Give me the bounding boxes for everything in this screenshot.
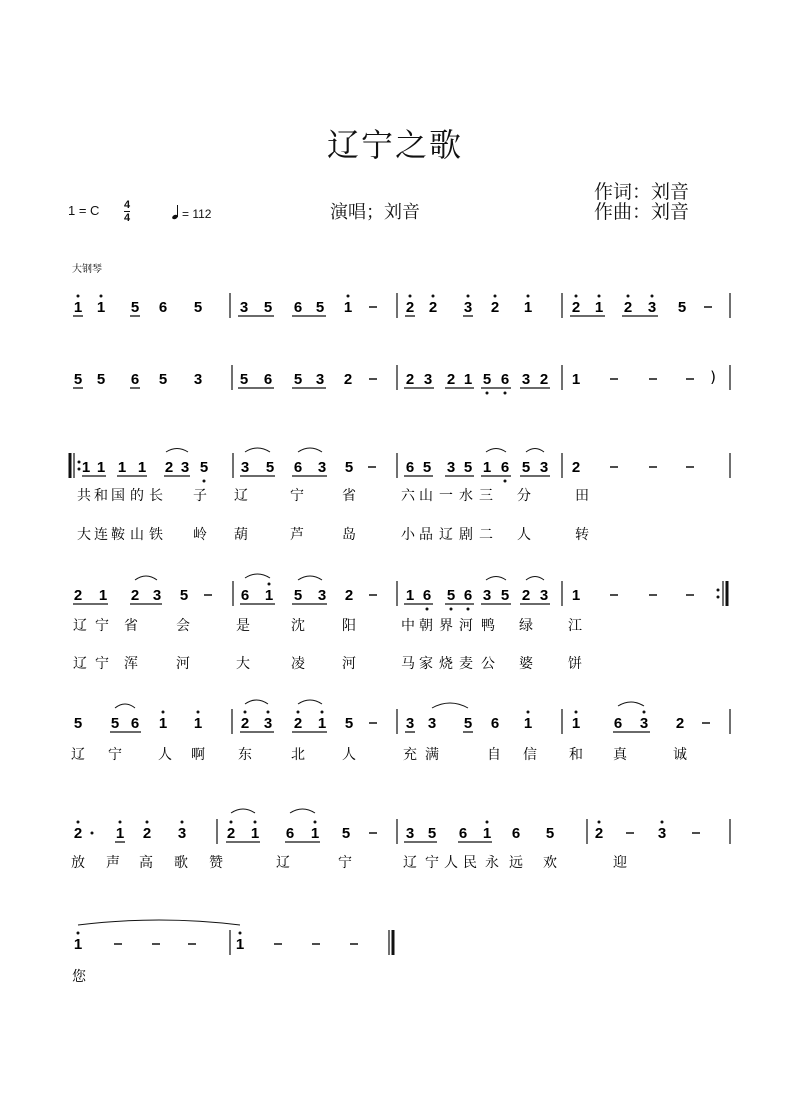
lyric-syllable: 啊 bbox=[191, 747, 205, 763]
note: 2 bbox=[594, 825, 604, 842]
lyric-syllable: 朝 bbox=[419, 618, 433, 634]
note: 1 bbox=[482, 459, 492, 476]
lyric-syllable: 婆 bbox=[519, 656, 533, 672]
lyric-syllable: 省 bbox=[124, 618, 138, 634]
note: 5 bbox=[427, 825, 437, 842]
note: 1 bbox=[571, 715, 581, 732]
lyric-syllable: 河 bbox=[342, 656, 356, 672]
lyric-syllable: 阳 bbox=[342, 618, 356, 634]
lyric-syllable: 辽 bbox=[439, 527, 453, 543]
lyric-syllable: 真 bbox=[613, 747, 627, 763]
note: 1 bbox=[96, 459, 106, 476]
lyric-syllable: 永 bbox=[485, 855, 499, 871]
lyric-syllable: 人 bbox=[517, 527, 531, 543]
lyric-syllable: 赞 bbox=[209, 855, 223, 871]
note: 1 bbox=[343, 299, 353, 316]
note: 2 bbox=[343, 371, 353, 388]
note: 3 bbox=[539, 587, 549, 604]
lyric-syllable: 芦 bbox=[290, 527, 304, 543]
note: 1 bbox=[482, 825, 492, 842]
note: 2 bbox=[73, 825, 83, 842]
note: 3 bbox=[263, 715, 273, 732]
lyric-syllable: 信 bbox=[523, 747, 537, 763]
note: 5 bbox=[96, 371, 106, 388]
lyric-syllable: 马 bbox=[401, 656, 415, 672]
note: 2 bbox=[405, 371, 415, 388]
instrument-label: 大钢琴 bbox=[72, 264, 102, 275]
lyric-syllable: 宁 bbox=[338, 855, 352, 871]
lyric-syllable: 辽 bbox=[403, 855, 417, 871]
note: 2 bbox=[539, 371, 549, 388]
note: 1 bbox=[115, 825, 125, 842]
lyric-syllable: 品 bbox=[419, 527, 433, 543]
note: 6 bbox=[422, 587, 432, 604]
note: 5 bbox=[265, 459, 275, 476]
note: 5 bbox=[463, 715, 473, 732]
lyric-syllable: 江 bbox=[568, 618, 582, 634]
note: 1 bbox=[523, 715, 533, 732]
tempo-mark: = 112 bbox=[172, 205, 211, 221]
note: 6 bbox=[500, 459, 510, 476]
note: 3 bbox=[427, 715, 437, 732]
note: 5 bbox=[545, 825, 555, 842]
lyric-syllable: 民 bbox=[463, 855, 477, 871]
note: 3 bbox=[423, 371, 433, 388]
lyric-syllable: 小 bbox=[401, 527, 415, 543]
note: 1 bbox=[96, 299, 106, 316]
lyric-syllable: 的 bbox=[130, 488, 144, 504]
lyric-syllable: 一 bbox=[439, 488, 453, 504]
note: 5 bbox=[315, 299, 325, 316]
singer-credit: 演唱；刘音 bbox=[330, 202, 420, 223]
note: 1 bbox=[158, 715, 168, 732]
note: 1 bbox=[571, 371, 581, 388]
lyric-syllable: 连 bbox=[94, 527, 108, 543]
lyric-syllable: 您 bbox=[72, 969, 86, 985]
note: 2 bbox=[490, 299, 500, 316]
note: 5 bbox=[73, 371, 83, 388]
note: 2 bbox=[226, 825, 236, 842]
lyric-syllable: 远 bbox=[509, 855, 523, 871]
note: 2 bbox=[240, 715, 250, 732]
note: 5 bbox=[463, 459, 473, 476]
note: 2 bbox=[73, 587, 83, 604]
lyric-syllable: 人 bbox=[158, 747, 172, 763]
lyric-syllable: 界 bbox=[439, 618, 453, 634]
lyrics bbox=[71, 487, 687, 985]
lyric-syllable: 宁 bbox=[95, 656, 109, 672]
lyric-syllable: 充 bbox=[403, 747, 417, 763]
lyric-syllable: 和 bbox=[569, 747, 583, 763]
note: 5 bbox=[179, 587, 189, 604]
lyric-syllable: 共 bbox=[77, 488, 91, 504]
note: 3 bbox=[639, 715, 649, 732]
note: 1 bbox=[317, 715, 327, 732]
lyric-syllable: 省 bbox=[342, 488, 356, 504]
lyric-syllable: 宁 bbox=[290, 488, 304, 504]
note: 2 bbox=[428, 299, 438, 316]
lyric-syllable: 高 bbox=[139, 855, 153, 871]
lyric-syllable: 人 bbox=[444, 855, 458, 871]
note: 3 bbox=[405, 715, 415, 732]
lyric-syllable: 宁 bbox=[425, 855, 439, 871]
lyric-syllable: 辽 bbox=[73, 618, 87, 634]
lyric-syllable: 岭 bbox=[193, 527, 207, 543]
note: 2 bbox=[344, 587, 354, 604]
note: 3 bbox=[657, 825, 667, 842]
composer-credit: 作曲：刘音 bbox=[594, 201, 690, 223]
lyric-syllable: 烧 bbox=[439, 656, 453, 672]
note: 2 bbox=[446, 371, 456, 388]
note: 5 bbox=[341, 825, 351, 842]
note: 5 bbox=[73, 715, 83, 732]
lyric-syllable: 国 bbox=[111, 488, 125, 504]
note: 3 bbox=[482, 587, 492, 604]
note: 2 bbox=[164, 459, 174, 476]
lyric-syllable: 放 bbox=[71, 855, 85, 871]
note: 6 bbox=[240, 587, 250, 604]
note: 3 bbox=[152, 587, 162, 604]
lyric-syllable: 浑 bbox=[124, 656, 138, 672]
note: 1 bbox=[523, 299, 533, 316]
lyric-syllable: 分 bbox=[517, 488, 531, 504]
note: 6 bbox=[511, 825, 521, 842]
note: 3 bbox=[317, 587, 327, 604]
lyric-syllable: 中 bbox=[401, 618, 415, 634]
note: 2 bbox=[293, 715, 303, 732]
note: 3 bbox=[521, 371, 531, 388]
lyric-syllable: 北 bbox=[291, 747, 305, 763]
note: 6 bbox=[613, 715, 623, 732]
lyric-syllable: 凌 bbox=[291, 656, 305, 672]
lyric-syllable: 辽 bbox=[73, 656, 87, 672]
note: 6 bbox=[130, 371, 140, 388]
note: 1 bbox=[117, 459, 127, 476]
note: 6 bbox=[500, 371, 510, 388]
note: 5 bbox=[521, 459, 531, 476]
lyric-syllable: 子 bbox=[193, 488, 207, 504]
note: 6 bbox=[158, 299, 168, 316]
note: 1 bbox=[193, 715, 203, 732]
lyric-syllable: 自 bbox=[487, 747, 501, 763]
note: 2 bbox=[571, 459, 581, 476]
lyric-syllable: 岛 bbox=[342, 527, 356, 543]
lyric-syllable: 铁 bbox=[149, 527, 163, 543]
note: 5 bbox=[677, 299, 687, 316]
key-signature: 1 = C bbox=[68, 203, 100, 218]
note: 6 bbox=[293, 459, 303, 476]
lyric-syllable: 和 bbox=[94, 488, 108, 504]
notation bbox=[70, 293, 730, 955]
note: 6 bbox=[293, 299, 303, 316]
note: 3 bbox=[317, 459, 327, 476]
note: 5 bbox=[293, 371, 303, 388]
lyric-syllable: 大 bbox=[236, 656, 250, 672]
note: 6 bbox=[263, 371, 273, 388]
note: 1 bbox=[98, 587, 108, 604]
note: 1 bbox=[571, 587, 581, 604]
note: 3 bbox=[647, 299, 657, 316]
note: 5 bbox=[293, 587, 303, 604]
note: 6 bbox=[490, 715, 500, 732]
lyric-syllable: 大 bbox=[77, 527, 91, 543]
note: 2 bbox=[130, 587, 140, 604]
lyric-syllable: 山 bbox=[419, 488, 433, 504]
lyric-syllable: 辽 bbox=[71, 747, 85, 763]
lyric-syllable: 沈 bbox=[291, 618, 305, 634]
note: 5 bbox=[500, 587, 510, 604]
time-signature: 4 4 bbox=[124, 199, 131, 224]
lyric-syllable: 欢 bbox=[543, 855, 557, 871]
lyric-syllable: 山 bbox=[130, 527, 144, 543]
song-title: 辽宁之歌 bbox=[326, 126, 463, 164]
lyric-syllable: 诚 bbox=[673, 747, 687, 763]
lyric-syllable: 辽 bbox=[234, 488, 248, 504]
lyric-syllable: 三 bbox=[479, 488, 493, 504]
lyric-syllable: 转 bbox=[575, 527, 589, 543]
note: 3 bbox=[240, 459, 250, 476]
note: 5 bbox=[130, 299, 140, 316]
lyric-syllable: 宁 bbox=[108, 747, 122, 763]
note: 2 bbox=[405, 299, 415, 316]
lyric-syllable: 鞍 bbox=[111, 527, 125, 543]
lyric-syllable: 河 bbox=[176, 656, 190, 672]
note: 3 bbox=[239, 299, 249, 316]
note: 3 bbox=[177, 825, 187, 842]
lyric-syllable: 六 bbox=[401, 488, 415, 504]
note: 5 bbox=[158, 371, 168, 388]
note: 1 bbox=[73, 936, 83, 953]
lyric-syllable: 人 bbox=[342, 747, 356, 763]
lyric-syllable: 麦 bbox=[459, 656, 473, 672]
lyric-syllable: 绿 bbox=[519, 618, 533, 634]
note: 3 bbox=[463, 299, 473, 316]
note: 1 bbox=[250, 825, 260, 842]
lyric-syllable: 葫 bbox=[234, 527, 248, 543]
note: 5 bbox=[263, 299, 273, 316]
lyric-syllable: 东 bbox=[238, 747, 252, 763]
note: 3 bbox=[446, 459, 456, 476]
lyric-syllable: 满 bbox=[425, 747, 439, 763]
note: 5 bbox=[446, 587, 456, 604]
lyric-syllable: 水 bbox=[459, 488, 473, 504]
note: 5 bbox=[110, 715, 120, 732]
note: 3 bbox=[180, 459, 190, 476]
note: 3 bbox=[193, 371, 203, 388]
note: 2 bbox=[675, 715, 685, 732]
note: 6 bbox=[463, 587, 473, 604]
lyricist-credit: 作词：刘音 bbox=[594, 181, 690, 203]
note: 1 bbox=[81, 459, 91, 476]
lyric-syllable: 辽 bbox=[276, 855, 290, 871]
note: 3 bbox=[405, 825, 415, 842]
lyric-syllable: 河 bbox=[459, 618, 473, 634]
note: 2 bbox=[142, 825, 152, 842]
note: 1 bbox=[73, 299, 83, 316]
svg-text:): ) bbox=[710, 368, 716, 386]
lyric-syllable: 歌 bbox=[174, 855, 188, 871]
lyric-syllable: 饼 bbox=[568, 656, 582, 672]
note: 5 bbox=[482, 371, 492, 388]
note: 1 bbox=[264, 587, 274, 604]
note: 5 bbox=[239, 371, 249, 388]
lyric-syllable: 声 bbox=[106, 855, 120, 871]
lyric-syllable: 剧 bbox=[459, 527, 473, 543]
note: 5 bbox=[344, 715, 354, 732]
lyric-syllable: 宁 bbox=[95, 618, 109, 634]
lyric-syllable: 是 bbox=[236, 618, 250, 634]
note: 2 bbox=[623, 299, 633, 316]
note: 2 bbox=[521, 587, 531, 604]
note: 3 bbox=[539, 459, 549, 476]
note: 6 bbox=[130, 715, 140, 732]
note: 1 bbox=[463, 371, 473, 388]
note: 1 bbox=[405, 587, 415, 604]
note: 1 bbox=[310, 825, 320, 842]
lyric-syllable: 迎 bbox=[613, 855, 627, 871]
note: 1 bbox=[235, 936, 245, 953]
lyric-syllable: 家 bbox=[419, 656, 433, 672]
note: 2 bbox=[571, 299, 581, 316]
lyric-syllable: 田 bbox=[575, 488, 589, 504]
note: 6 bbox=[405, 459, 415, 476]
lyric-syllable: 二 bbox=[479, 527, 493, 543]
note: 5 bbox=[193, 299, 203, 316]
note: 6 bbox=[285, 825, 295, 842]
note: 1 bbox=[137, 459, 147, 476]
note: 6 bbox=[458, 825, 468, 842]
lyric-syllable: 鸭 bbox=[481, 618, 495, 634]
note: 5 bbox=[344, 459, 354, 476]
lyric-syllable: 会 bbox=[176, 618, 190, 634]
note: 5 bbox=[199, 459, 209, 476]
note: 3 bbox=[315, 371, 325, 388]
lyric-syllable: 公 bbox=[481, 656, 495, 672]
note: 1 bbox=[594, 299, 604, 316]
note: 5 bbox=[422, 459, 432, 476]
lyric-syllable: 长 bbox=[149, 488, 163, 504]
